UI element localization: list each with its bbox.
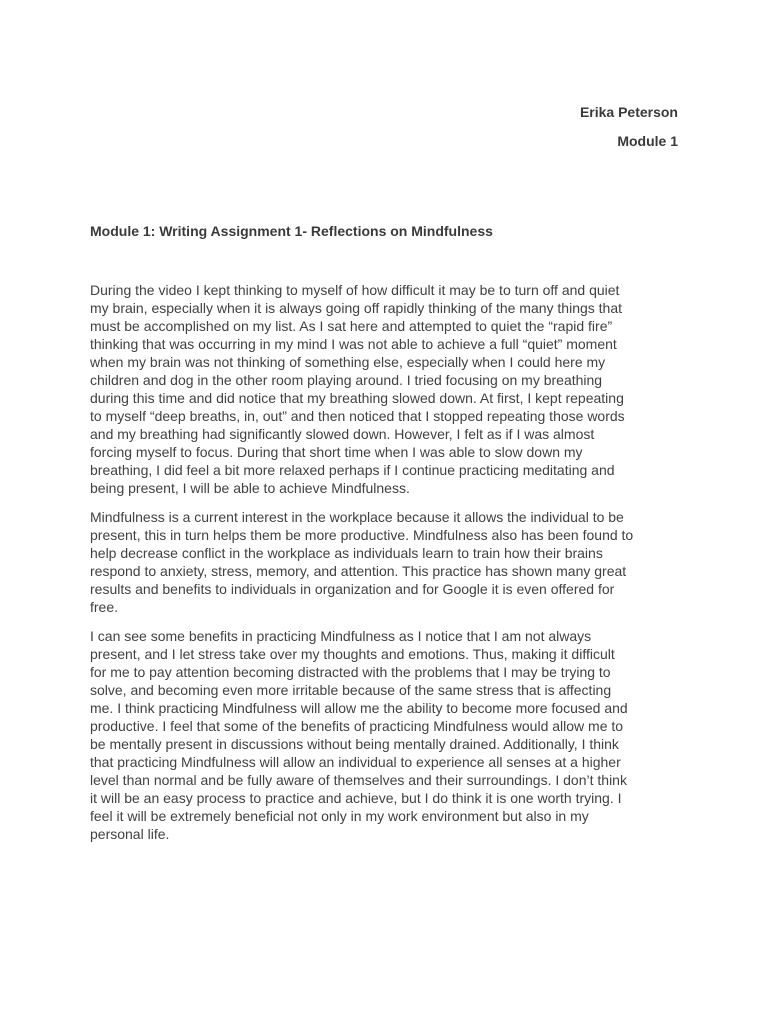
paragraph-3: I can see some benefits in practicing Mindfulness as I notice that I am not always present, and I let stress take over my thoughts and emotions. Thus, making it difficult for me to pay attention becoming distracted with the problems that I may be trying to solve, and becoming even more irritable because of the same stress that is affecting me. I think practicing Mindfulness will allow me the ability to become more focused and productive. I feel that some of the benefits of practicing Mindfulness would allow me to be mentally present in discussions without being mentally drained. Additionally, I think that practicing Mindfulness will allow an individual to experience all senses at a higher level than normal and be fully aware of themselves and their surroundings. I don’t think it will be an easy process to practice and achieve, but I do think it is one worth trying. I feel it will be extremely beneficial not only in my work environment but also in my personal life. — [90, 628, 628, 842]
assignment-title: Module 1: Writing Assignment 1- Reflections on Mindfulness — [90, 223, 493, 239]
author-name: Erika Peterson — [579, 104, 678, 120]
paragraph-1: During the video I kept thinking to myself of how difficult it may be to turn off and quiet my brain, especially when it is always going off rapidly thinking of the many things that must be accomplished on my list. As I sat here and attempted to quiet the “rapid fire” thinking that was occurring in my mind I was not able to achieve a full “quiet” moment when my brain was not thinking of something else, especially when I could here my children and dog in the other room playing around. I tried focusing on my breathing during this time and did notice that my breathing slowed down. At first, I kept repeating to myself “deep breaths, in, out” and then noticed that I stopped repeating those words and my breathing had significantly slowed down. However, I felt as if I was almost forcing myself to focus. During that short time when I was able to slow down my breathing, I did feel a bit more relaxed perhaps if I continue practicing meditating and being present, I will be able to achieve Mindfulness. — [90, 282, 625, 496]
paragraph-2: Mindfulness is a current interest in the workplace because it allows the individual to be present, this in turn helps them be more productive. Mindfulness also has been found to help decrease conflict in the workplace as individuals learn to train how their brains respond to anxiety, stress, memory, and attention. This practice has shown many great results and benefits to individuals in organization and for Google it is even offered for free. — [90, 509, 634, 615]
document-body — [90, 281, 680, 854]
module-label: Module 1 — [617, 133, 678, 149]
document-header — [580, 103, 678, 161]
